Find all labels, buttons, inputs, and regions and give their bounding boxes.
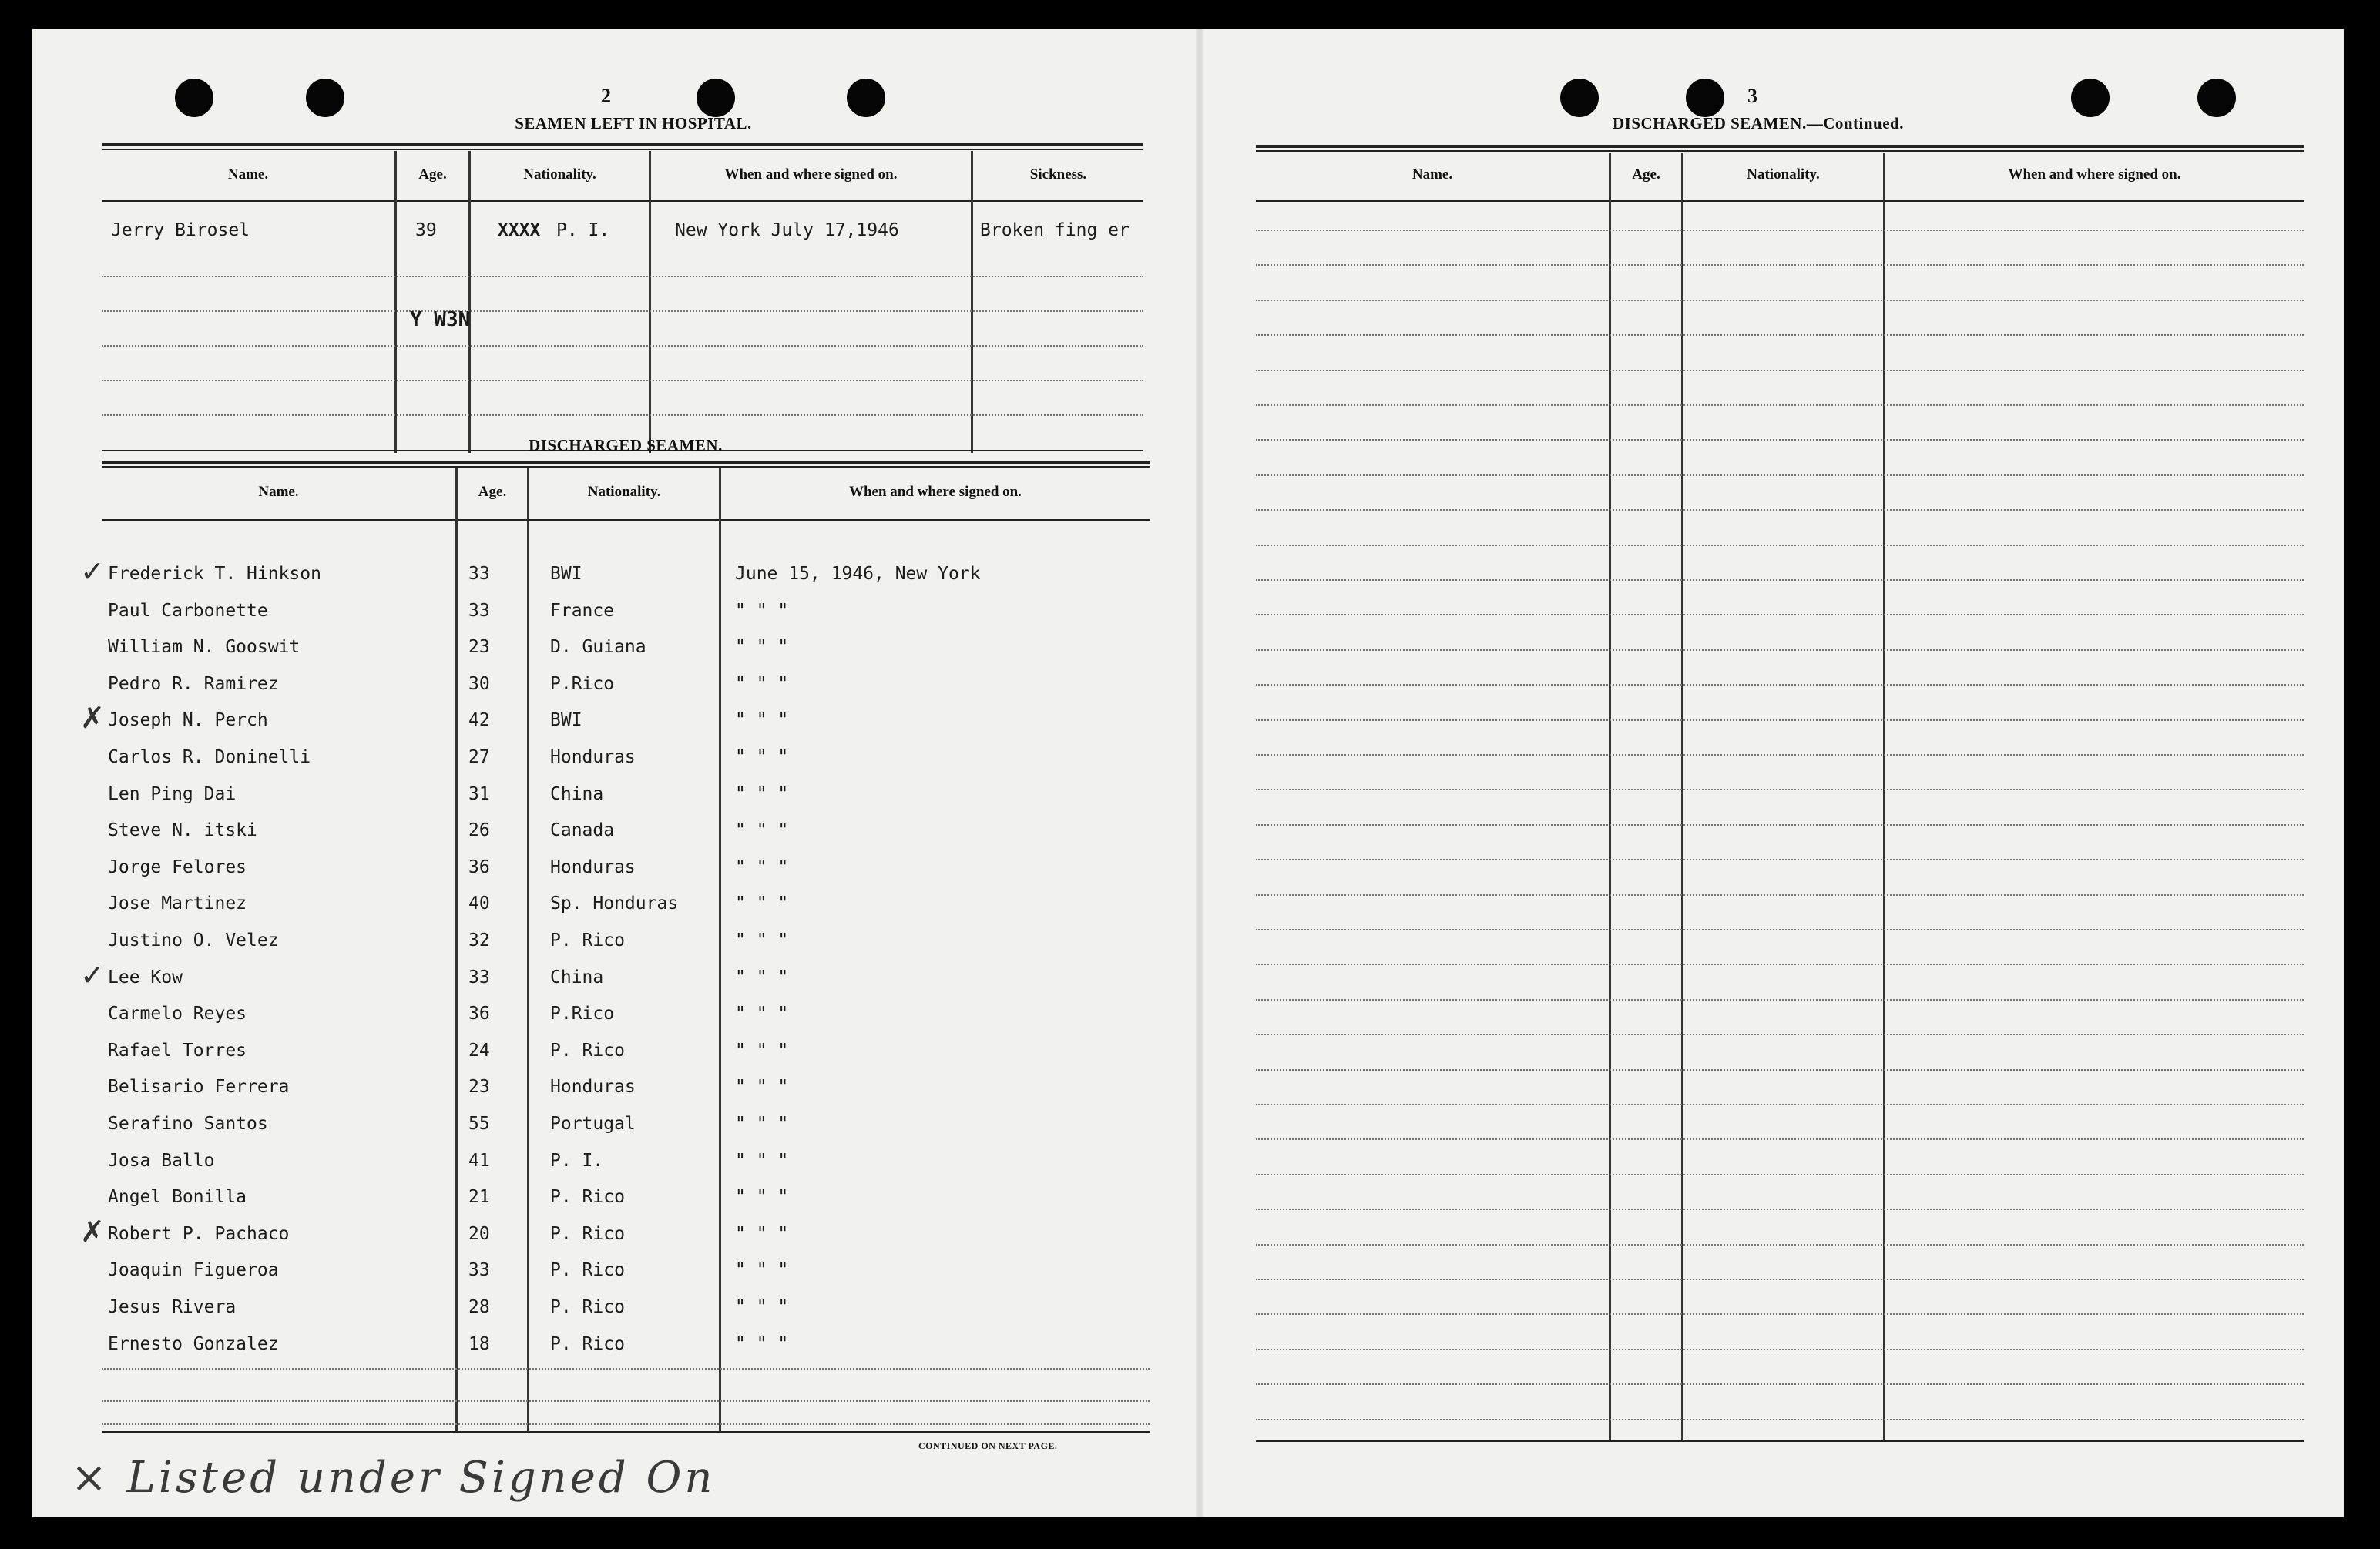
checkmark: ✓ — [80, 555, 105, 588]
right-row-line — [1256, 545, 2304, 546]
seaman-signed-on: " " " — [735, 1224, 789, 1244]
page-fold — [1196, 29, 1203, 1517]
right-row-line — [1256, 1383, 2304, 1385]
hospital-seaman-age: 39 — [415, 220, 437, 240]
binder-hole — [697, 79, 735, 117]
seaman-nationality: P. Rico — [550, 930, 625, 951]
right-row-line — [1256, 439, 2304, 441]
seaman-signed-on: " " " — [735, 1187, 789, 1207]
seaman-signed-on: " " " — [735, 710, 789, 730]
seaman-nationality: BWI — [550, 564, 582, 584]
seaman-age: 33 — [468, 564, 490, 584]
right-table-bottom-rule — [1256, 1440, 2304, 1442]
hospital-col-divider — [468, 151, 471, 453]
seaman-nationality: P. I. — [550, 1151, 604, 1171]
right-col-divider — [1681, 153, 1683, 1442]
right-row-line — [1256, 859, 2304, 860]
seaman-age: 23 — [468, 637, 490, 657]
hospital-row-line — [102, 345, 1143, 347]
right-row-line — [1256, 719, 2304, 721]
seaman-name: Angel Bonilla — [108, 1187, 247, 1207]
seaman-name: William N. Gooswit — [108, 637, 300, 657]
right-row-line — [1256, 300, 2304, 301]
seaman-age: 33 — [468, 601, 490, 621]
right-row-line — [1256, 1279, 2304, 1280]
seaman-signed-on: " " " — [735, 1004, 789, 1024]
right-header-rule — [1256, 200, 2304, 202]
right-row-line — [1256, 824, 2304, 826]
seaman-signed-on: " " " — [735, 930, 789, 951]
binder-hole — [2071, 79, 2110, 117]
seaman-nationality: P. Rico — [550, 1187, 625, 1207]
discharged-table-top-rule-2 — [102, 466, 1150, 468]
seaman-nationality: Honduras — [550, 857, 636, 877]
seaman-nationality: France — [550, 601, 615, 621]
seaman-nationality: Honduras — [550, 747, 636, 767]
seaman-age: 21 — [468, 1187, 490, 1207]
hospital-seaman-sickness: Broken fing er — [980, 220, 1130, 240]
seaman-age: 31 — [468, 784, 490, 804]
right-row-line — [1256, 649, 2304, 651]
seaman-nationality: P.Rico — [550, 1004, 615, 1024]
hospital-struck-text: XXXX — [498, 220, 541, 240]
blank-row-line — [102, 1423, 1150, 1425]
seaman-signed-on: " " " — [735, 820, 789, 840]
binder-hole — [2197, 79, 2236, 117]
right-row-line — [1256, 754, 2304, 756]
seaman-name: Paul Carbonette — [108, 601, 268, 621]
seaman-age: 36 — [468, 1004, 490, 1024]
seaman-name: Lee Kow — [108, 967, 183, 987]
seaman-age: 33 — [468, 1260, 490, 1280]
discharged-table-top-rule — [102, 461, 1150, 464]
seaman-age: 28 — [468, 1297, 490, 1317]
right-header-age: Age. — [1632, 166, 1660, 183]
right-row-line — [1256, 1138, 2304, 1140]
seaman-signed-on: " " " — [735, 674, 789, 694]
seaman-signed-on: " " " — [735, 1114, 789, 1134]
seaman-signed-on: " " " — [735, 894, 789, 914]
seaman-signed-on: " " " — [735, 1334, 789, 1354]
right-table-top-rule — [1256, 145, 2304, 148]
handwritten-note: × Listed under Signed On — [71, 1453, 716, 1503]
hospital-row-line — [102, 276, 1143, 277]
seaman-age: 36 — [468, 857, 490, 877]
seaman-nationality: Sp. Honduras — [550, 894, 679, 914]
binder-hole — [1560, 79, 1599, 117]
hospital-header-age: Age. — [418, 166, 447, 183]
seaman-nationality: P. Rico — [550, 1297, 625, 1317]
seaman-age: 24 — [468, 1041, 490, 1061]
right-row-line — [1256, 964, 2304, 965]
seaman-age: 27 — [468, 747, 490, 767]
seaman-signed-on: " " " — [735, 1041, 789, 1061]
seaman-nationality: China — [550, 784, 604, 804]
right-row-line — [1256, 1313, 2304, 1315]
hospital-col-divider — [971, 151, 973, 453]
right-row-line — [1256, 474, 2304, 476]
seaman-nationality: Canada — [550, 820, 615, 840]
right-col-divider — [1883, 153, 1885, 1442]
discharged-col-divider — [719, 468, 721, 1433]
discharged-header-name: Name. — [258, 484, 299, 500]
right-row-line — [1256, 404, 2304, 406]
right-row-line — [1256, 264, 2304, 266]
seaman-signed-on: " " " — [735, 857, 789, 877]
right-row-line — [1256, 1069, 2304, 1071]
seaman-nationality: P. Rico — [550, 1041, 625, 1061]
discharged-col-divider — [527, 468, 529, 1433]
right-row-line — [1256, 1419, 2304, 1420]
right-row-line — [1256, 1104, 2304, 1105]
seaman-age: 26 — [468, 820, 490, 840]
seaman-name: Jose Martinez — [108, 894, 247, 914]
seaman-age: 23 — [468, 1077, 490, 1097]
seaman-name: Rafael Torres — [108, 1041, 247, 1061]
seaman-nationality: P. Rico — [550, 1260, 625, 1280]
seaman-signed-on: June 15, 1946, New York — [735, 564, 981, 584]
seaman-nationality: Honduras — [550, 1077, 636, 1097]
seaman-nationality: P.Rico — [550, 674, 615, 694]
discharged-header-age: Age. — [478, 484, 507, 500]
discharged-section-title: DISCHARGED SEAMEN. — [529, 436, 723, 454]
seaman-signed-on: " " " — [735, 1151, 789, 1171]
seaman-name: Justino O. Velez — [108, 930, 279, 951]
seaman-name: Robert P. Pachaco — [108, 1224, 290, 1244]
right-row-line — [1256, 1174, 2304, 1175]
right-table-top-rule-2 — [1256, 150, 2304, 152]
hospital-header-nationality: Nationality. — [523, 166, 596, 183]
seaman-signed-on: " " " — [735, 747, 789, 767]
seaman-age: 18 — [468, 1334, 490, 1354]
blank-row-line — [102, 1400, 1150, 1402]
discharged-header-rule — [102, 519, 1150, 521]
seaman-age: 55 — [468, 1114, 490, 1134]
seaman-age: 40 — [468, 894, 490, 914]
right-row-line — [1256, 684, 2304, 686]
hospital-col-divider — [394, 151, 397, 453]
seaman-signed-on: " " " — [735, 1297, 789, 1317]
discharged-header-signed-on: When and where signed on. — [848, 484, 1022, 500]
document-paper — [32, 29, 2344, 1517]
seaman-signed-on: " " " — [735, 1260, 789, 1280]
seaman-age: 30 — [468, 674, 490, 694]
checkmark: ✗ — [80, 701, 105, 735]
seaman-name: Frederick T. Hinkson — [108, 564, 321, 584]
hospital-col-divider — [649, 151, 651, 453]
hospital-table-top-rule-2 — [102, 149, 1143, 150]
seaman-name: Josa Ballo — [108, 1151, 215, 1171]
seaman-signed-on: " " " — [735, 1077, 789, 1097]
seaman-name: Carmelo Reyes — [108, 1004, 247, 1024]
binder-hole — [175, 79, 213, 117]
right-row-line — [1256, 1349, 2304, 1350]
right-row-line — [1256, 999, 2304, 1001]
right-header-name: Name. — [1412, 166, 1453, 183]
page-number-right: 3 — [1747, 85, 1757, 107]
right-row-line — [1256, 929, 2304, 930]
seaman-name: Carlos R. Doninelli — [108, 747, 311, 767]
seaman-nationality: P. Rico — [550, 1224, 625, 1244]
seaman-age: 33 — [468, 967, 490, 987]
right-row-line — [1256, 509, 2304, 511]
seaman-age: 20 — [468, 1224, 490, 1244]
seaman-name: Ernesto Gonzalez — [108, 1334, 279, 1354]
seaman-signed-on: " " " — [735, 637, 789, 657]
seaman-age: 41 — [468, 1151, 490, 1171]
binder-hole — [847, 79, 885, 117]
seaman-age: 42 — [468, 710, 490, 730]
right-row-line — [1256, 894, 2304, 896]
seaman-name: Joseph N. Perch — [108, 710, 268, 730]
right-col-divider — [1609, 153, 1611, 1442]
right-row-line — [1256, 1209, 2304, 1210]
binder-hole — [1686, 79, 1724, 117]
seaman-name: Belisario Ferrera — [108, 1077, 290, 1097]
seaman-signed-on: " " " — [735, 967, 789, 987]
hospital-header-signed-on: When and where signed on. — [724, 166, 898, 183]
seaman-name: Jorge Felores — [108, 857, 247, 877]
hospital-header-rule — [102, 200, 1143, 202]
hospital-seaman-nationality: P. I. — [556, 220, 610, 240]
right-row-line — [1256, 614, 2304, 615]
right-row-line — [1256, 789, 2304, 790]
hospital-seaman-signed-on: New York July 17,1946 — [675, 220, 899, 240]
right-row-line — [1256, 1034, 2304, 1035]
hospital-row-line — [102, 414, 1143, 416]
seaman-name: Serafino Santos — [108, 1114, 268, 1134]
binder-hole — [306, 79, 344, 117]
seaman-name: Len Ping Dai — [108, 784, 237, 804]
page-number-left: 2 — [601, 85, 611, 107]
discharged-table-bottom-rule — [102, 1431, 1150, 1433]
seaman-nationality: D. Guiana — [550, 637, 646, 657]
seaman-signed-on: " " " — [735, 601, 789, 621]
seaman-signed-on: " " " — [735, 784, 789, 804]
right-row-line — [1256, 1244, 2304, 1246]
hospital-row-line — [102, 380, 1143, 381]
right-row-line — [1256, 230, 2304, 231]
seaman-name: Steve N. itski — [108, 820, 257, 840]
hospital-section-title: SEAMEN LEFT IN HOSPITAL. — [515, 114, 752, 132]
seaman-age: 32 — [468, 930, 490, 951]
seaman-nationality: P. Rico — [550, 1334, 625, 1354]
blank-row-line — [102, 1368, 1150, 1370]
reversed-stamp: Y W3N — [410, 308, 471, 331]
hospital-seaman-name: Jerry Birosel — [111, 220, 250, 240]
discharged-header-nationality: Nationality. — [587, 484, 661, 500]
right-section-title: DISCHARGED SEAMEN.—Continued. — [1613, 114, 1904, 132]
right-header-nationality: Nationality. — [1747, 166, 1820, 183]
hospital-header-name: Name. — [227, 166, 269, 183]
seaman-name: Pedro R. Ramirez — [108, 674, 279, 694]
right-row-line — [1256, 334, 2304, 336]
seaman-name: Jesus Rivera — [108, 1297, 237, 1317]
right-header-signed-on: When and where signed on. — [2008, 166, 2181, 183]
right-row-line — [1256, 370, 2304, 371]
hospital-table-top-rule — [102, 143, 1143, 146]
checkmark: ✓ — [80, 958, 105, 992]
seaman-nationality: BWI — [550, 710, 582, 730]
continued-note: CONTINUED ON NEXT PAGE. — [918, 1440, 1058, 1451]
seaman-nationality: Portugal — [550, 1114, 636, 1134]
hospital-header-sickness: Sickness. — [1029, 166, 1087, 183]
discharged-col-divider — [455, 468, 458, 1433]
seaman-nationality: China — [550, 967, 604, 987]
right-row-line — [1256, 579, 2304, 581]
checkmark: ✗ — [80, 1215, 105, 1249]
seaman-name: Joaquin Figueroa — [108, 1260, 279, 1280]
hospital-row-line — [102, 310, 1143, 312]
